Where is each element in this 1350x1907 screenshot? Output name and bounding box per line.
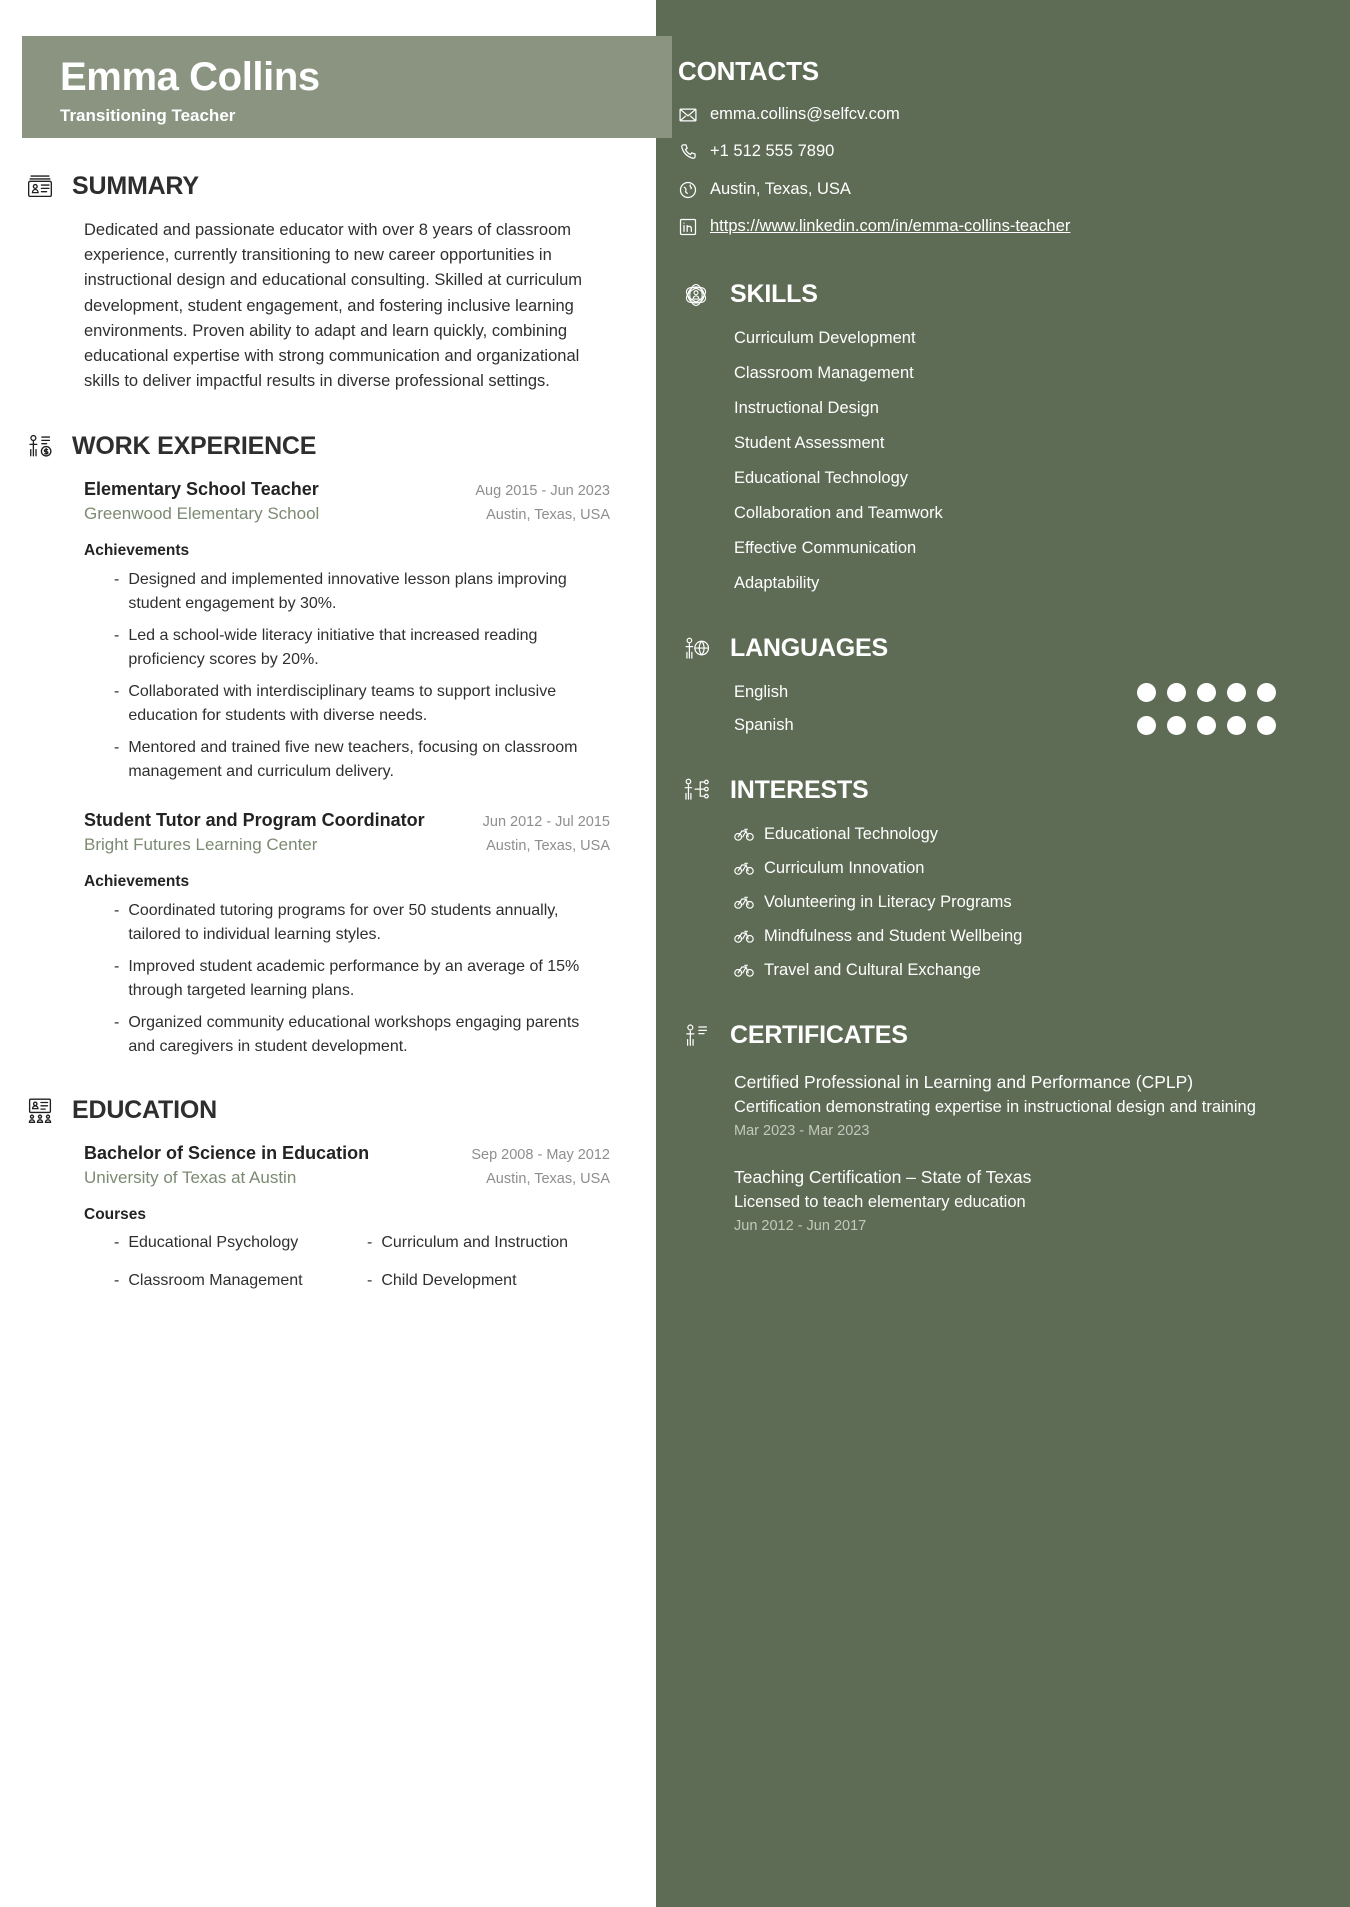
work-job-date: Jun 2012 - Jul 2015 [482, 813, 610, 830]
globe-icon [678, 180, 698, 200]
interest-item [678, 859, 1300, 878]
work-entry-title-row [84, 810, 610, 831]
certificate-name: Certified Professional in Learning and Performance (CPLP) [734, 1071, 1194, 1092]
education-entry-org-row [84, 1168, 610, 1188]
education-date: Sep 2008 - May 2012 [471, 1146, 610, 1163]
dash-bullet: - [114, 1013, 120, 1031]
achievements-label: Achievements [84, 541, 190, 559]
certificate-item [678, 1165, 1300, 1234]
dash-bullet: - [114, 1233, 120, 1251]
languages-section [678, 631, 1300, 735]
university-name: University of Texas at Austin [84, 1167, 297, 1187]
skill-item: Educational Technology [734, 468, 908, 487]
skill-item: Instructional Design [734, 398, 879, 417]
interests-section [678, 773, 1300, 980]
contacts-heading-row [678, 56, 1300, 87]
achievement-item [114, 680, 610, 728]
job-role-subtitle: Transitioning Teacher [60, 106, 236, 125]
page-title: Emma Collins [60, 55, 320, 99]
achievement-item [114, 955, 610, 1003]
name-banner [22, 36, 672, 138]
work-location: Austin, Texas, USA [486, 837, 610, 854]
phone-icon [678, 142, 698, 162]
envelope-icon [678, 105, 698, 125]
work-heading: WORK EXPERIENCE [72, 432, 317, 461]
bicycle-icon [734, 825, 754, 843]
achievement-item [114, 568, 610, 616]
work-entry-org-row [84, 835, 610, 855]
certificates-heading-row [678, 1018, 1300, 1054]
dash-bullet: - [114, 682, 120, 700]
achievement-text: Improved student academic performance by an average of 15% through targeted learning plans. [128, 957, 580, 999]
course-item [367, 1234, 610, 1252]
work-person-money-icon [22, 429, 58, 465]
certificate-date: Mar 2023 - Mar 2023 [734, 1122, 870, 1139]
certificates-section [678, 1018, 1300, 1234]
achievements-label: Achievements [84, 872, 190, 890]
achievement-text: Mentored and trained five new teachers, focusing on classroom management and curriculum delivery. [128, 738, 578, 780]
work-company-name: Bright Futures Learning Center [84, 834, 318, 854]
contact-email-row[interactable] [678, 103, 1300, 126]
summary-heading-row [22, 168, 610, 204]
language-row [678, 683, 1300, 702]
rating-dot [1197, 683, 1216, 702]
dash-bullet: - [114, 901, 120, 919]
skills-heading-row [678, 277, 1300, 313]
bicycle-icon [734, 927, 754, 945]
skill-item: Effective Communication [734, 538, 917, 557]
education-entry [22, 1143, 610, 1290]
work-job-title: Elementary School Teacher [84, 478, 319, 499]
achievement-text: Designed and implemented innovative lesson plans improving student engagement by 30%. [128, 570, 567, 612]
certificate-name: Teaching Certification – State of Texas [734, 1166, 1032, 1187]
interest-label: Travel and Cultural Exchange [764, 960, 981, 979]
rating-dot [1167, 716, 1186, 735]
work-job-date: Aug 2015 - Jun 2023 [475, 482, 610, 499]
education-heading-row [22, 1093, 610, 1129]
education-section [22, 1093, 610, 1290]
course-text: Child Development [381, 1271, 517, 1289]
work-heading-row [22, 429, 610, 465]
interest-label: Educational Technology [764, 824, 938, 843]
skills-badge-icon [678, 277, 714, 313]
skill-item: Collaboration and Teamwork [734, 503, 943, 522]
sidebar [656, 0, 1350, 1907]
certificates-heading: CERTIFICATES [730, 1021, 908, 1050]
work-location: Austin, Texas, USA [486, 506, 610, 523]
rating-dot [1197, 716, 1216, 735]
certificate-person-icon [678, 1018, 714, 1054]
skills-section [678, 277, 1300, 593]
skill-item: Classroom Management [734, 363, 914, 382]
skill-item: Curriculum Development [734, 328, 916, 347]
education-entry-title-row [84, 1143, 610, 1164]
education-heading: EDUCATION [72, 1096, 217, 1125]
dash-bullet: - [114, 1271, 120, 1289]
achievement-item [114, 1011, 610, 1059]
bicycle-icon [734, 859, 754, 877]
dash-bullet: - [114, 957, 120, 975]
contact-location-value: Austin, Texas, USA [710, 179, 851, 198]
degree-title: Bachelor of Science in Education [84, 1142, 370, 1163]
interests-heading-row [678, 773, 1300, 809]
course-item [367, 1272, 610, 1290]
skills-list [678, 329, 1300, 593]
work-entry-org-row [84, 504, 610, 524]
linkedin-icon [678, 217, 698, 237]
achievement-item [114, 899, 610, 947]
contact-phone-value: +1 512 555 7890 [710, 142, 835, 161]
courses-label: Courses [84, 1205, 147, 1223]
interest-item [678, 825, 1300, 844]
certificate-item [678, 1070, 1300, 1139]
achievement-item [114, 736, 610, 784]
achievements-list [84, 568, 610, 784]
work-entry-title-row [84, 479, 610, 500]
interest-label: Curriculum Innovation [764, 858, 925, 877]
achievement-text: Coordinated tutoring programs for over 50 students annually, tailored to individual learning styles. [128, 901, 559, 943]
contact-linkedin-value[interactable]: https://www.linkedin.com/in/emma-collins-teacher [710, 217, 1071, 236]
certificate-description: Licensed to teach elementary education [734, 1193, 1026, 1212]
skills-heading: SKILLS [730, 280, 818, 309]
work-company-name: Greenwood Elementary School [84, 503, 320, 523]
main-column [0, 0, 656, 1907]
course-item [114, 1272, 357, 1290]
certificate-date: Jun 2012 - Jun 2017 [734, 1218, 867, 1235]
language-row [678, 716, 1300, 735]
interests-network-icon [678, 773, 714, 809]
work-experience-section [22, 429, 610, 1059]
achievement-text: Organized community educational workshops engaging parents and caregivers in student development. [128, 1013, 580, 1055]
dash-bullet: - [367, 1233, 373, 1251]
bicycle-icon [734, 893, 754, 911]
course-text: Curriculum and Instruction [381, 1233, 569, 1251]
interest-item [678, 927, 1300, 946]
contacts-section [678, 56, 1300, 239]
rating-dot [1227, 716, 1246, 735]
interests-heading: INTERESTS [730, 776, 869, 805]
work-entry [22, 810, 610, 1059]
languages-heading-row [678, 631, 1300, 667]
contact-location-row [678, 178, 1300, 201]
interest-item [678, 893, 1300, 912]
contact-phone-row[interactable] [678, 140, 1300, 163]
certificate-description: Certification demonstrating expertise in instructional design and training [734, 1097, 1256, 1116]
courses-list [84, 1234, 610, 1290]
rating-dot [1137, 683, 1156, 702]
languages-heading: LANGUAGES [730, 634, 888, 663]
contact-email-value: emma.collins@selfcv.com [710, 105, 900, 123]
work-entry [22, 479, 610, 784]
contacts-heading: CONTACTS [678, 56, 819, 86]
skill-item: Adaptability [734, 573, 820, 592]
achievements-list [84, 899, 610, 1059]
achievement-text: Led a school-wide literacy initiative that increased reading proficiency scores by 20%. [128, 626, 538, 668]
interest-item [678, 961, 1300, 980]
language-globe-person-icon [678, 631, 714, 667]
summary-text: Dedicated and passionate educator with over 8 years of classroom experience, currently transitioning to new career opportunities in instructional design and educational consulting. Skilled at curriculum development, student engagement, and fostering inclusive learning environments. Proven ability to adapt and learn quickly, combining educational expertise with strong communication and organizational skills to deliver impactful results in diverse professional settings. [84, 221, 583, 391]
skill-item: Student Assessment [734, 433, 885, 452]
rating-dot [1137, 716, 1156, 735]
dash-bullet: - [114, 738, 120, 756]
contact-linkedin-row[interactable] [678, 215, 1300, 238]
language-rating-dots [1137, 716, 1276, 735]
course-text: Classroom Management [128, 1271, 303, 1289]
rating-dot [1167, 683, 1186, 702]
dash-bullet: - [114, 570, 120, 588]
interest-label: Mindfulness and Student Wellbeing [764, 926, 1023, 945]
id-card-icon [22, 168, 58, 204]
bicycle-icon [734, 961, 754, 979]
education-location: Austin, Texas, USA [486, 1170, 610, 1187]
interest-label: Volunteering in Literacy Programs [764, 892, 1012, 911]
work-job-title: Student Tutor and Program Coordinator [84, 809, 425, 830]
summary-section [22, 168, 610, 395]
education-board-icon [22, 1093, 58, 1129]
course-item [114, 1234, 357, 1252]
summary-heading: SUMMARY [72, 171, 199, 200]
rating-dot [1227, 683, 1246, 702]
rating-dot [1257, 683, 1276, 702]
dash-bullet: - [367, 1271, 373, 1289]
achievement-item [114, 624, 610, 672]
language-name: English [734, 682, 789, 701]
rating-dot [1257, 716, 1276, 735]
language-rating-dots [1137, 683, 1276, 702]
course-text: Educational Psychology [128, 1233, 299, 1251]
language-name: Spanish [734, 715, 794, 734]
dash-bullet: - [114, 626, 120, 644]
achievement-text: Collaborated with interdisciplinary teams to support inclusive education for students with diverse needs. [128, 682, 557, 724]
